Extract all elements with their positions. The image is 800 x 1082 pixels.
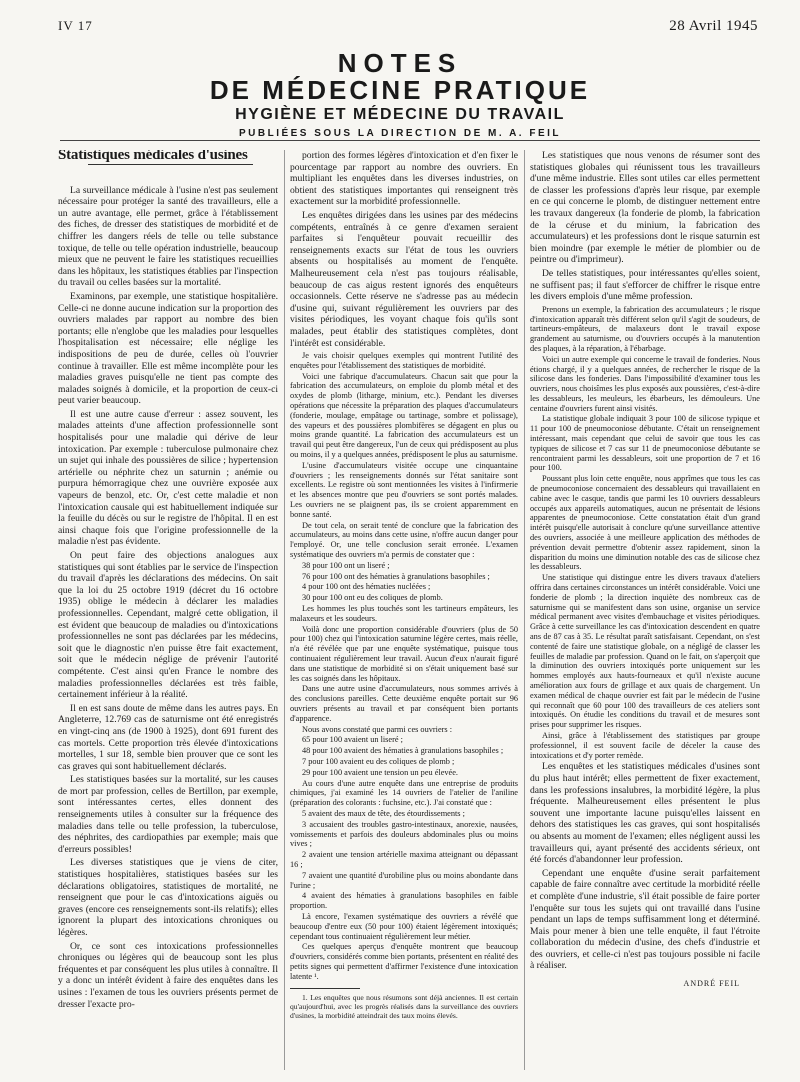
paragraph: Les hommes les plus touchés sont les tartineurs empâteurs, les malaxeurs et les soudeurs. bbox=[290, 604, 518, 623]
masthead-line-2: DE MÉDECINE PRATIQUE bbox=[209, 75, 591, 105]
masthead-line-4: PUBLIÉES SOUS LA DIRECTION DE M. A. FEIL bbox=[238, 128, 562, 139]
issue-date: 28 Avril 1945 bbox=[669, 18, 758, 34]
paragraph: Voici un autre exemple qui concerne le travail de fonderies. Nous étions chargé, il y a quelques années, de rechercher le risque de la silicose dans les fonderies. Dans l'impossibilité d'examiner tous les ouvriers, nous choisîmes les plus exposés aux poussières, c'est-à-dire les dessableurs, les meuleurs, les ébarbeurs, les démouleurs. Une centaine d'ouvriers furent ainsi visités. bbox=[530, 354, 760, 413]
paragraph: Là encore, l'examen systématique des ouvriers a révélé que beaucoup d'entre eux (50 pour 100) étaient légèrement intoxiqués; cependant tous continuaient régulièrement leur métier. bbox=[290, 911, 518, 941]
paragraph: 3 accusaient des troubles gastro-intestinaux, anorexie, nausées, vomissements et parfois des douleurs abdominales plus ou moins vives ; bbox=[290, 819, 518, 849]
paragraph: 5 avaient des maux de tête, des étourdissements ; bbox=[302, 808, 465, 818]
paragraph: Voilà donc une proportion considérable d'ouvriers (plus de 50 pour 100) chez qui l'intoxication saturnine légère certes, mais réelle, n'a été révélée que par une enquête systématique, puisque tous continuaient régulièrement leur travail. Aucun d'eux n'aurait figuré dans une statistique de morbidité si on s'était uniquement basé sur les cas soignés dans les hôpitaux. bbox=[290, 624, 518, 683]
paragraph: Examinons, par exemple, une statistique hospitalière. Celle-ci ne donne aucune indication sur la proportion des ouvriers malades par rapport au nombre des bien portants; elle n'englobe que les maladies pour lesquelles l'hospitalisation est nécessaire; elle néglige les indispositions de peu de durée, celles où l'ouvrier continue à travailler. Elle est même incomplète pour les maladies graves puisqu'elle ne tient pas compte des malades soignés à domicile, et la proportion de ceux-ci peut varier beaucoup. bbox=[58, 290, 278, 407]
paragraph: La statistique globale indiquait 3 pour 100 de silicose typique et 11 pour 100 de pneumoconiose débutante. C'était un renseignement intéressant, mais cependant que celui de savoir que tous les cas typiques de silicose et 7 cas sur 11 de pneumoconiose débutante se rencontraient parmi les dessableurs, soit une proportion de 7 et 16 pour 100. bbox=[530, 414, 760, 473]
col3-outro bbox=[530, 761, 760, 972]
masthead-line-1: NOTES bbox=[337, 48, 463, 78]
paragraph: Or, ce sont ces intoxications professionnelles chroniques ou légères qui de beaucoup sont les plus fréquentes et par conséquent les plus utiles à connaître. Il y a donc un intérêt évident à faire des enquêtes dans les usines : l'examen de tous les ouvriers présents permet de dresser l'exacte pro- bbox=[58, 940, 278, 1010]
col3-intro bbox=[530, 150, 760, 303]
paragraph: L'usine d'accumulateurs visitée occupe une cinquantaine d'ouvriers ; les renseignements donnés sur l'état sanitaire sont excellents. Le registre où sont mentionnées les visites à l'infirmerie et les absences montre que peu d'ouvriers se sont portés malades. Les ouvriers ne se plaignent pas, ils se croient apparemment en bonne santé. bbox=[290, 460, 518, 519]
page-folio: IV 17 bbox=[58, 18, 93, 33]
paragraph: 48 pour 100 avaient des hématies à granulations basophiles ; bbox=[302, 746, 504, 756]
column-divider bbox=[524, 150, 525, 1070]
author-signature: ANDRÉ FEIL bbox=[683, 979, 740, 989]
paragraph: 29 pour 100 avaient une tension un peu élevée. bbox=[302, 767, 458, 777]
column-2 bbox=[290, 150, 518, 1070]
paragraph: 65 pour 100 avaient un liseré ; bbox=[302, 735, 403, 745]
col3-small-text bbox=[530, 305, 760, 761]
paragraph: Prenons un exemple, la fabrication des accumulateurs ; le risque d'intoxication apparaît très différent selon qu'il s'agit de soudeurs, de tartineurs-empâteurs, de malaxeurs dont le travail expose grandement au saturnisme, ou d'ouvriers occupés à la manutention des plaques, à la réparation, à l'ébarbage. bbox=[530, 304, 760, 353]
col2-small-text bbox=[290, 351, 518, 981]
paragraph: Nous avons constaté que parmi ces ouvriers : bbox=[302, 724, 452, 734]
paragraph: De telles statistiques, pour intéressantes qu'elles soient, ne suffisent pas; il faut s'efforcer de chiffrer le risque entre les divers emplois d'une même profession. bbox=[530, 267, 760, 303]
paragraph: Les enquêtes dirigées dans les usines par des médecins compétents, entraînés à ce genre d'examen seraient parfaites si l'enquêteur pouvait recueillir des renseignements exacts sur l'état de tous les ouvriers absents ou hospitalisés au moment de l'enquête. Malheureusement cela n'est pas toujours réalisable, beaucoup de cas aigus restent ignorés des enquêteurs occasionnels. Cette réserve ne s'adresse pas au médecin d'usine qui, suivant régulièrement les ouvriers par des visites périodiques, les voyant chaque fois qu'ils sont malades, peut établir des statistiques complètes, dont l'intérêt est considérable. bbox=[290, 209, 518, 349]
column-1 bbox=[58, 150, 278, 1070]
footnote: 1. Les enquêtes que nous résumons sont déjà anciennes. Il est certain qu'aujourd'hui, avec les progrès réalisés dans la surveillance des ouvriers d'usines, la morbidité atteindrait des taux moins élevés. bbox=[290, 992, 518, 1020]
paragraph: De tout cela, on serait tenté de conclure que la fabrication des accumulateurs, au moins dans cette usine, n'offre aucun danger pour l'employé. Or, une telle conclusion serait erronée. L'examen systématique des ouvriers m'a permis de constater que : bbox=[290, 520, 518, 560]
paragraph: Une statistique qui distingue entre les divers travaux d'ateliers offrira dans certaines circonstances un intérêt considérable. Voici une fonderie de plomb ; la direction inquiète des nombreux cas de saturnisme qui se manifestent dans son usine, organise un service médical permanent avec visites d'embauchage et visites périodiques. Grâce à cette surveillance les cas d'intoxication descendent en quatre ans de 87 cas à 35. Le résultat paraît satisfaisant. Cependant, on s'est contenté de faire une statistique globale, on a négligé de classer les feuilles de maladie par profession. Quand on le fait, on s'aperçoit que la diminution des ouvriers intoxiqués porte uniquement sur les hommes employés aux hauts-fourneaux et qu'il n'existe aucune amélioration aux fours de grillage et aux quais de chargement. Un examen médical de chaque ouvrier est fait par le médecin de l'usine qui reconnaît que 60 pour 100 des travailleurs de ces ateliers sont intoxiqués. On étudie les conditions du travail et de mesures sont prises pour supprimer les risques. bbox=[530, 573, 760, 730]
paragraph: Il est une autre cause d'erreur : assez souvent, les malades atteints d'une affection professionnelle sont hospitalisés pour une maladie qui dérive de leur intoxication. Par exemple : tuberculose pulmonaire chez un sujet qui inhale des poussières de silice ; hypertension artérielle ou néphrite chez un saturnin ; anémie ou purpura hémorragique chez une ouvrière exposée aux vapeurs de benzol, etc. Or, c'est cette maladie et non l'intoxication causale qui est habituellement indiquée sur la feuille du décès ou sur le registre de l'hôpital. Il en est ainsi chaque fois que l'origine professionnelle de la maladie n'est pas évidente. bbox=[58, 408, 278, 548]
paragraph: Les statistiques basées sur la mortalité, sur les causes de mort par profession, celles de Bertillon, par exemple, sont intéressantes certes, elles donnent des renseignements utiles à consulter sur la fréquence des maladies dans telle ou telle profession, la tuberculose, des néphrites, des cardiopathies par exemple; mais que d'erreurs possibles! bbox=[58, 774, 278, 855]
paragraph: Les enquêtes et les statistiques médicales d'usines sont du plus haut intérêt; elles permettent de fixer exactement, dans les professions insalubres, la morbidité légère, la plus fréquente. Malheureusement elles présentent le plus souvent une importante lacune puisqu'elles laissent en dehors des statistiques les cas graves, qui sont hospitalisés ou absents au moment de l'examen; elles négligent aussi les travailleurs qui, ayant présenté des accidents sérieux, ont été forcés d'abandonner leur profession. bbox=[530, 761, 760, 866]
column-divider bbox=[284, 150, 285, 1070]
paragraph: La surveillance médicale à l'usine n'est pas seulement nécessaire pour protéger la santé des travailleurs, elle a un autre avantage, elle permet, grâce à l'établissement des fiches, de dresser des statistiques de morbidité et de chiffrer les dangers réels de telle ou telle substance toxique, de telle ou telle opération industrielle, beaucoup mieux que ne peuvent le faire les statistiques recueillies dans les hôpitaux, les statistiques établies par l'inspection du travail ou celles basées sur la mortalité. bbox=[58, 184, 278, 289]
paragraph: portion des formes légères d'intoxication et d'en fixer le pourcentage par rapport au nombre des ouvriers. En multipliant les enquêtes dans les diverses industries, on obtient des statistiques importantes qui renseignent très exactement sur la morbidité professionnelle. bbox=[290, 150, 518, 208]
paragraph: Voici une fabrique d'accumulateurs. Chacun sait que pour la fabrication des accumulateurs, on emploie du plomb métal et des oxydes de plomb (litharge, minium, etc.). Pendant les diverses opérations que nécessite la préparation des plaques d'accumulateurs (fonderie, moulage, empâtage ou tartinage, sombre et polissage), des vapeurs et des poussières plombifères se dégagent en plus ou moins grande quantité. La fabrication des accumulateurs est un travail qui peut être dangereux, l'un de ceux qui prédisposent au plus ou moins, il y a quelques années, prédisposent le plus au saturnisme. bbox=[290, 371, 518, 460]
paragraph: Il en est sans doute de même dans les autres pays. En Angleterre, 12.769 cas de saturnisme ont été enregistrés en vingt-cinq ans (de 1900 à 1925), dont 691 furent des cas mortels. Cette proportion très élevée d'intoxications mortelles, 1 sur 18, semble bien prouver que ce sont les cas graves qui sont habituellement déclarés. bbox=[58, 702, 278, 772]
col2-intro bbox=[290, 150, 518, 349]
paragraph: Les statistiques que nous venons de résumer sont des statistiques globales qui réunissent tous les travailleurs d'une même industrie. Elles sont utiles car elles permettent de classer les professions d'après leur risque, par exemple en ce qui concerne le plomb, de distinguer nettement entre les travaux dangereux (la fonderie de plomb, la fabrication de la céruse et du minium, la fabrication des accumulateurs) et les professions dont le risque saturnin est bien moindre (par exemple le métier de plombier ou de peintre ou d'imprimeur). bbox=[530, 150, 760, 266]
footnote-rule bbox=[290, 988, 360, 989]
col1-body bbox=[58, 185, 278, 1011]
paragraph: 76 pour 100 ont des hématies à granulations basophiles ; bbox=[302, 571, 490, 581]
paragraph: 4 avaient des hématies à granulations basophiles en faible proportion. bbox=[290, 891, 518, 911]
column-3 bbox=[530, 150, 760, 1070]
paragraph: 7 avaient une quantité d'urobiline plus ou moins abondante dans l'urine ; bbox=[290, 870, 518, 890]
paragraph: 38 pour 100 ont un liseré ; bbox=[302, 560, 390, 570]
paragraph: Au cours d'une autre enquête dans une entreprise de produits chimiques, j'ai examiné les 14 ouvriers de l'atelier de l'aniline (préparation des colorants : fuchsine, etc.). J'ai constaté que : bbox=[290, 778, 518, 808]
paragraph: Je vais choisir quelques exemples qui montrent l'utilité des enquêtes pour l'établissement des statistiques de morbidité. bbox=[290, 351, 518, 370]
paragraph: Poussant plus loin cette enquête, nous apprîmes que tous les cas de pneumoconiose concernaient des dessableurs qui travaillaient en cabine avec le casque, tandis que parmi les 10 ouvriers dessableurs occupés aux appareils automatiques, aucun ne présentait de lésions apparentes de pneumoconiose. Cette constatation était d'un grand intérêt puisqu'elle autorisait à conclure qu'une surveillance attentive des ouvriers, associée à une meilleure application des méthodes de prévention devait permettre d'obtenir assez rapidement, sinon la disparition du moins une diminution notable des cas de silicose chez les dessableurs. bbox=[530, 474, 760, 572]
paragraph: Les diverses statistiques que je viens de citer, statistiques hospitalières, statistiques basées sur les déclarations obligatoires, statistiques de mortalité, ne renseignent que pour le cas d'intoxications aiguës ou graves (encore ces renseignements sont-ils relatifs); elles ignorent la plupart des intoxications chroniques ou légères. bbox=[58, 857, 278, 938]
masthead bbox=[0, 50, 800, 142]
title-underline bbox=[88, 164, 253, 165]
paragraph: Dans une autre usine d'accumulateurs, nous sommes arrivés à des conclusions pareilles. Cette deuxième enquête portait sur 96 ouvriers présents au travail et par conséquent bien portants d'apparence. bbox=[290, 684, 518, 723]
paragraph: Ces quelques aperçus d'enquête montrent que beaucoup d'ouvriers, considérés comme bien portants, présentent en réalité des petits signes qui permettent d'affirmer l'existence d'une intoxication latente ¹. bbox=[290, 942, 518, 981]
paragraph: On peut faire des objections analogues aux statistiques qui sont établies par le service de l'inspection du travail d'après les déclarations des médecins. On sait que la loi du 25 octobre 1919 (décret du 16 octobre 1935) oblige le médecin à déclarer les maladies professionnelles. Cependant, malgré cette obligation, il est évident que beaucoup de maladies ou d'intoxications professionnelles ne sont pas déclarées par les médecins, soit que le diagnostic n'en puisse être fait exactement, soit que le médecin néglige de prévenir l'autorité compétente. C'est ainsi qu'en France le nombre des maladies professionnelles déclarées est très faible, certainement inférieur à la réalité. bbox=[58, 550, 278, 701]
paragraph: 2 avaient une tension artérielle maxima atteignant ou dépassant 16 ; bbox=[290, 850, 518, 869]
paragraph: 7 pour 100 avaient eu des coliques de plomb ; bbox=[302, 756, 455, 766]
paragraph: 4 pour 100 ont des hématies nucléées ; bbox=[302, 582, 431, 592]
paragraph: Ainsi, grâce à l'établissement des statistiques par groupe professionnel, il est souvent facile de déceler la cause des intoxications et d'y porter remède. bbox=[530, 730, 760, 760]
paragraph: 30 pour 100 ont eu des coliques de plomb. bbox=[302, 593, 443, 603]
paragraph: Cependant une enquête d'usine serait parfaitement capable de faire connaître avec certitude la morbidité réelle et complète d'une industrie, s'il était possible de faire porter l'enquête sur tous les sujets qui ont travaillé dans l'usine pendant un laps de temps suffisamment long et déterminé. Mais pour mener à bien une telle enquête, il faut l'étroite collaboration du médecin d'usine, des chefs d'industrie et des ouvriers, et celle-ci n'est pas toujours possible ni facile à réaliser. bbox=[530, 867, 760, 972]
article-title: Statistiques médicales d'usines bbox=[58, 150, 248, 163]
masthead-rule bbox=[60, 140, 760, 141]
masthead-line-3: HYGIÈNE ET MÉDECINE DU TRAVAIL bbox=[235, 106, 565, 123]
